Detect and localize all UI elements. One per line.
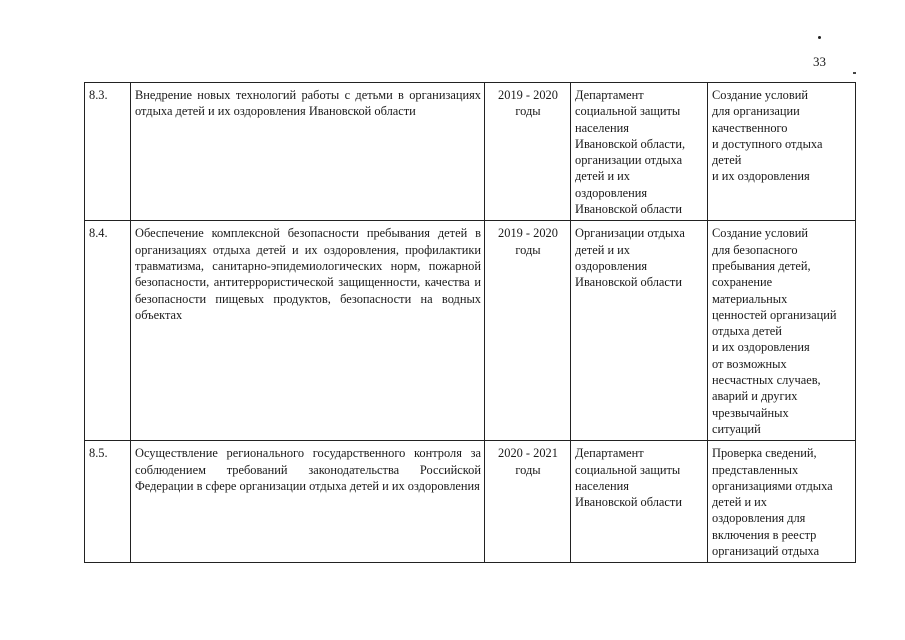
executor-line: Департамент	[575, 446, 644, 461]
executor-line: населения	[575, 120, 629, 135]
table-row	[85, 221, 856, 441]
measure-description: Обеспечение комплексной безопасности пребывания детей в организациях отдыха детей и их оздоровления, профилактики травматизма, санитарно-эпидемиологических норм, пожарной безопасности, антитеррористической защищенности, качества и безопасности пищевых продуктов, безопасности на водных объектах	[131, 221, 485, 441]
result-line: и их оздоровления	[712, 340, 810, 355]
result-line: несчастных случаев,	[712, 373, 821, 388]
measure-description: Внедрение новых технологий работы с детьми в организациях отдыха детей и их оздоровления Ивановской области	[131, 83, 485, 221]
result-line: аварий и других	[712, 389, 798, 404]
executor-line: Ивановской области	[575, 275, 682, 290]
period-years: 2019 - 2020	[498, 88, 558, 102]
period-cell	[485, 441, 571, 563]
result-cell	[708, 441, 856, 563]
executor-line: Ивановской области	[575, 202, 682, 217]
executor-line: детей и их	[575, 242, 631, 257]
executor-line: населения	[575, 478, 629, 493]
executor-line: оздоровления	[575, 258, 648, 273]
row-number: 8.5.	[85, 441, 131, 563]
period-years: 2019 - 2020	[498, 226, 558, 241]
executor-line: Ивановской области	[575, 495, 682, 510]
result-line: качественного	[712, 120, 788, 135]
result-line: пребывания детей,	[712, 258, 811, 273]
result-line: отдыха детей	[712, 324, 782, 339]
executor-cell	[571, 83, 708, 221]
executor-line: Ивановской области,	[575, 136, 686, 151]
result-line: организациями отдыха	[712, 478, 833, 493]
result-line: чрезвычайных	[712, 405, 789, 420]
result-line: детей и их	[712, 495, 768, 510]
result-line: Создание условий	[712, 88, 808, 102]
executor-cell	[571, 441, 708, 563]
executor-cell	[571, 221, 708, 441]
result-line: и доступного отдыха	[712, 136, 823, 151]
row-number: 8.4.	[85, 221, 131, 441]
measure-description: Осуществление регионального государственного контроля за соблюдением требований законодательства Российской Федерации в сфере организации отдыха детей и их оздоровления	[131, 441, 485, 563]
result-line: Проверка сведений,	[712, 446, 817, 461]
result-line: детей	[712, 153, 742, 168]
period-unit: годы	[515, 462, 541, 477]
table-row	[85, 441, 856, 563]
page-number: 33	[813, 54, 826, 69]
result-line: организаций отдыха	[712, 544, 820, 559]
executor-line: оздоровления	[575, 185, 648, 200]
result-line: для безопасного	[712, 242, 798, 257]
result-line: ценностей организаций	[712, 307, 837, 322]
executor-line: социальной защиты	[575, 462, 681, 477]
period-unit: годы	[515, 104, 541, 119]
executor-line: Департамент	[575, 88, 644, 102]
result-line: сохранение	[712, 275, 773, 290]
period-years: 2020 - 2021	[498, 446, 558, 461]
period-unit: годы	[515, 242, 541, 257]
period-cell	[485, 221, 571, 441]
result-line: для организации	[712, 104, 800, 119]
result-line: ситуаций	[712, 421, 761, 436]
result-cell	[708, 83, 856, 221]
result-cell	[708, 221, 856, 441]
page-mark-tick	[853, 72, 856, 74]
row-number: 8.3.	[85, 83, 131, 221]
period-cell	[485, 83, 571, 221]
measures-table	[84, 82, 856, 563]
result-line: от возможных	[712, 356, 787, 371]
result-line: оздоровления для	[712, 511, 806, 526]
result-line: Создание условий	[712, 226, 808, 241]
result-line: материальных	[712, 291, 788, 306]
executor-line: организации отдыха	[575, 153, 683, 168]
table-row	[85, 83, 856, 221]
result-line: и их оздоровления	[712, 169, 810, 184]
page-mark-dot	[818, 36, 821, 39]
executor-line: Организации отдыха	[575, 226, 685, 241]
executor-line: детей и их	[575, 169, 631, 184]
executor-line: социальной защиты	[575, 104, 681, 119]
result-line: представленных	[712, 462, 799, 477]
result-line: включения в реестр	[712, 527, 817, 542]
